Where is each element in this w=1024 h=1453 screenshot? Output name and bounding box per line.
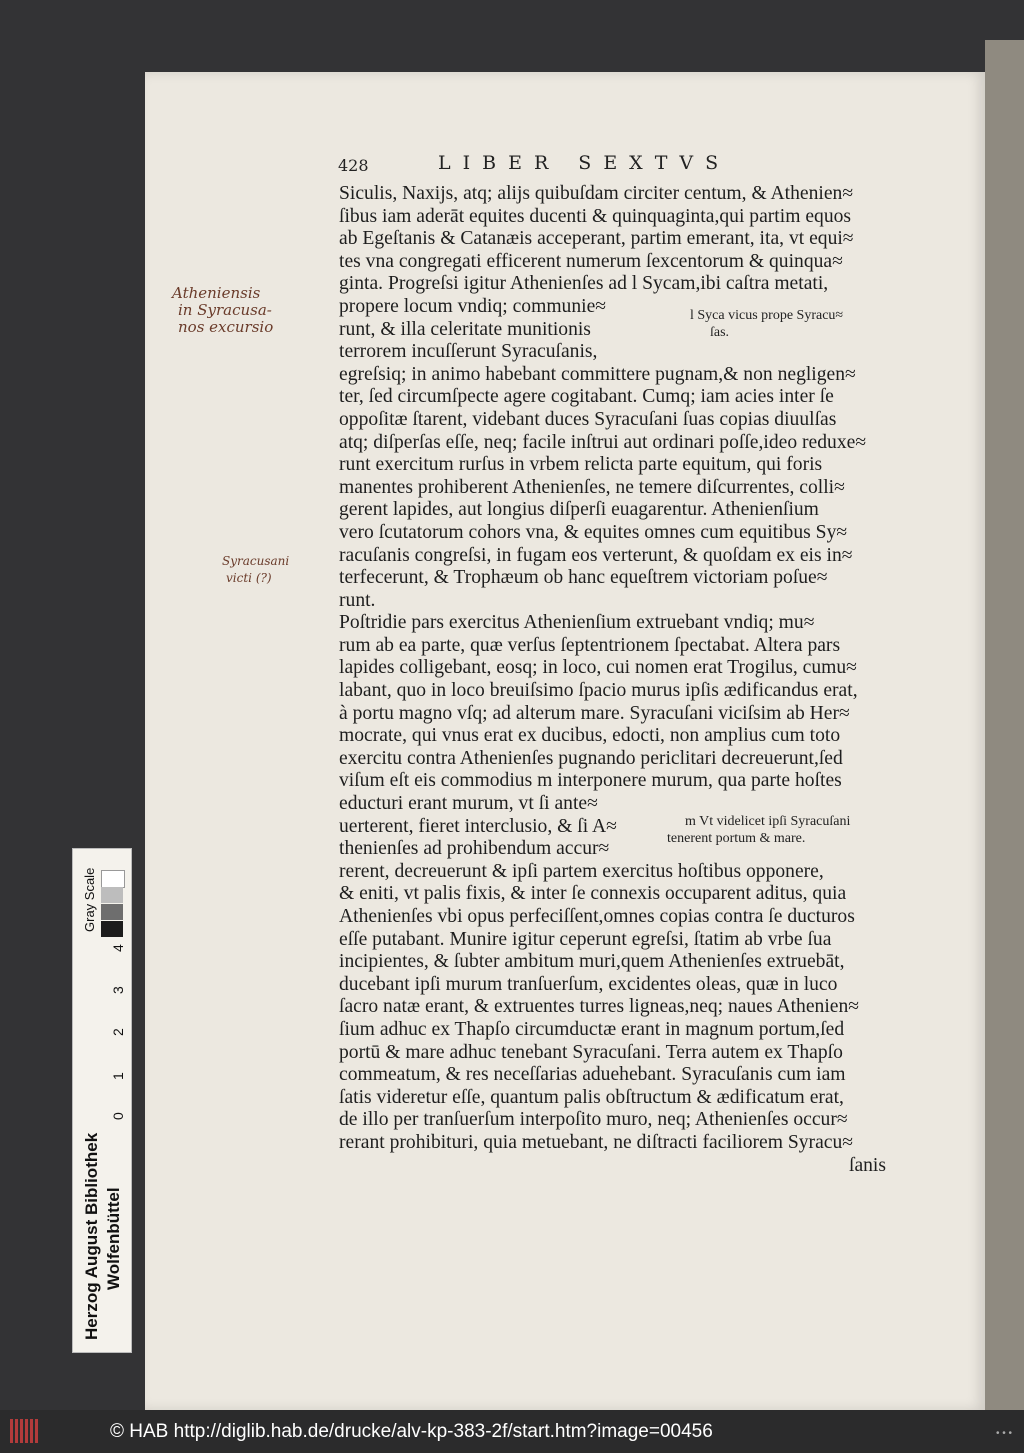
handwritten-note-1: [172, 285, 273, 336]
text-line: manentes prohiberent Athenienſes, ne temere diſcurrentes, colli≈: [339, 476, 845, 498]
handwritten-line: in Syracusa-: [178, 301, 272, 319]
text-line: & eniti, vt palis fixis, & inter ſe connexis occuparent aditus, quia: [339, 883, 847, 905]
text-line: rerant prohibituri, quia metuebant, ne diſtracti faciliorem Syracu≈: [339, 1131, 854, 1153]
text-line: incipientes, & ſubter ambitum muri,quem Athenienſes extruebāt,: [339, 951, 845, 973]
text-line: terfecerunt, & Trophæum ob hanc equeſtrem victoriam poſue≈: [339, 567, 828, 589]
text-line: uerterent, fieret interclusio, & ſi A≈: [339, 815, 617, 837]
text-line: propere locum vndiq; communie≈: [339, 295, 607, 317]
text-line: ſacro natæ erant, & extruentes turres ligneas,neq; naues Athenien≈: [339, 996, 860, 1018]
side-note-l-line: l Syca vicus prope Syracu≈: [690, 308, 844, 323]
handwritten-line: nos excursio: [178, 318, 274, 336]
text-line: atq; diſperſas eſſe, neq; facile inſtrui aut ordinari poſſe,ideo reduxe≈: [339, 431, 867, 453]
handwritten-line: Atheniensis: [172, 284, 261, 302]
copyright-link[interactable]: © HAB http://diglib.hab.de/drucke/alv-kp-383-2f/start.htm?image=00456: [110, 1421, 713, 1442]
ruler-tick: 3: [110, 986, 126, 994]
gray-swatch-white: [101, 870, 125, 888]
hab-logo-icon: [10, 1419, 46, 1443]
running-head: LIBER SEXTVS: [438, 152, 731, 174]
ruler-city: Wolfenbüttel: [104, 1187, 123, 1290]
text-line: ſibus iam aderāt equites ducenti & quinquaginta,qui partim equos: [339, 205, 852, 227]
text-line: ducebant ipſi murum tranſuerſum, excidentes oleas, quæ in luco: [339, 973, 838, 995]
text-line: viſum eſt eis commodius m interponere murum, qua parte hoſtes: [339, 770, 842, 792]
text-line: mocrate, qui vnus erat ex ducibus, edocti, non amplius cum toto: [339, 725, 841, 747]
text-line: ginta. Progreſsi igitur Athenienſes ad l Sycam,ibi caſtra metati,: [339, 273, 829, 295]
text-line: runt, & illa celeritate munitionis: [339, 318, 591, 340]
gray-scale-label: Gray Scale: [82, 867, 97, 932]
ruler-institution: Herzog August Bibliothek: [82, 1132, 101, 1340]
text-line: de illo per tranſuerſum interpoſito muro, neq; Athenienſes occur≈: [339, 1109, 848, 1131]
side-note-m-line: m Vt videlicet ipſi Syracuſani: [685, 814, 851, 829]
page-header: [338, 152, 788, 182]
text-line: ſatis videretur eſſe, quantum palis obſtructum & ædificatum erat,: [339, 1086, 844, 1108]
text-line: tes vna congregati efficerent numerum ſexcentorum & quinqua≈: [339, 250, 843, 272]
text-line: rum ab ea parte, quæ verſus ſeptentrionem ſpectabat. Altera pars: [339, 634, 841, 656]
text-line: egreſsiq; in animo habebant committere pugnam,& non negligen≈: [339, 363, 856, 385]
side-note-l: [690, 307, 890, 341]
handwritten-line: victi (?): [226, 571, 272, 585]
text-line: terrorem incuſſerunt Syracuſanis,: [339, 341, 598, 363]
text-line: lapides colligebant, eosq; in loco, cui nomen erat Trogilus, cumu≈: [339, 657, 857, 679]
text-line: gerent lapides, aut longius diſperſi euagarentur. Athenienſium: [339, 499, 819, 521]
text-line: commeatum, & res neceſſarias aduehebant. Syracuſanis cum iam: [339, 1064, 846, 1086]
page-number: 428: [338, 156, 369, 175]
text-line: Siculis, Naxijs, atq; alijs quibuſdam circiter centum, & Athenien≈: [339, 183, 854, 204]
text-line: exercitu contra Athenienſes pugnando periclitari decreuerunt,ſed: [339, 747, 843, 769]
gray-swatch-light: [101, 887, 123, 903]
text-line: oppoſitæ ſtarent, videbant duces Syracuſani ſuas copias diuulſas: [339, 408, 837, 430]
text-line: runt exercitum rurſus in vrbem relicta parte equitum, qui foris: [339, 454, 823, 476]
gray-swatch-mid: [101, 904, 123, 920]
side-note-l-line: ſas.: [710, 325, 730, 340]
text-line: runt.: [339, 589, 376, 611]
next-page-edge: [985, 40, 1024, 1410]
text-line: rerent, decreuerunt & ipſi partem exercitus hoſtibus opponere,: [339, 860, 824, 882]
text-line: labant, quo in loco breuiſsimo ſpacio murus ipſis ædificandus erat,: [339, 680, 858, 702]
text-line: ſium adhuc ex Thapſo circumductæ erant in magnum portum,ſed: [339, 1018, 845, 1040]
text-line: Poſtridie pars exercitus Athenienſium extruebant vndiq; mu≈: [339, 612, 815, 634]
text-line: à portu magno vſq; ad alterum mare. Syracuſani viciſsim ab Her≈: [339, 702, 850, 724]
text-line: ab Egeſtanis & Catanæis acceperant, partim emerant, ita, vt equi≈: [339, 228, 854, 250]
text-line: ſanis: [849, 1154, 887, 1176]
ruler-tick: 2: [110, 1028, 126, 1036]
side-note-m-line: tenerent portum & mare.: [667, 831, 806, 846]
text-line: Athenienſes vbi opus perfeciſſent,omnes copias contra ſe ducturos: [339, 906, 855, 927]
more-icon[interactable]: • • •: [996, 1428, 1013, 1439]
text-line: educturi erant murum, vt ſi ante≈: [339, 793, 598, 815]
ruler-tick: 4: [110, 944, 126, 952]
ruler-tick: 1: [110, 1072, 126, 1080]
handwritten-note-2: [222, 553, 289, 587]
text-line: eſſe putabant. Munire igitur ceperunt egreſsi, ſtatim ab vrbe ſua: [339, 928, 832, 950]
text-line: racuſanis congreſsi, in fugam eos verterunt, & quoſdam ex eis in≈: [339, 544, 853, 566]
text-line: vero ſcutatorum cohors vna, & equites omnes cum equitibus Sy≈: [339, 521, 848, 543]
text-line: ter, ſed circumſpecte agere cogitabant. Cumq; iam acies inter ſe: [339, 386, 834, 408]
gray-swatch-dark: [101, 921, 123, 937]
handwritten-line: Syracusani: [222, 554, 290, 568]
text-line: thenienſes ad prohibendum accur≈: [339, 838, 610, 860]
text-line: portū & mare adhuc tenebant Syracuſani. Terra autem ex Thapſo: [339, 1041, 843, 1063]
side-note-m: [655, 813, 905, 847]
ruler-tick: 0: [110, 1112, 126, 1120]
